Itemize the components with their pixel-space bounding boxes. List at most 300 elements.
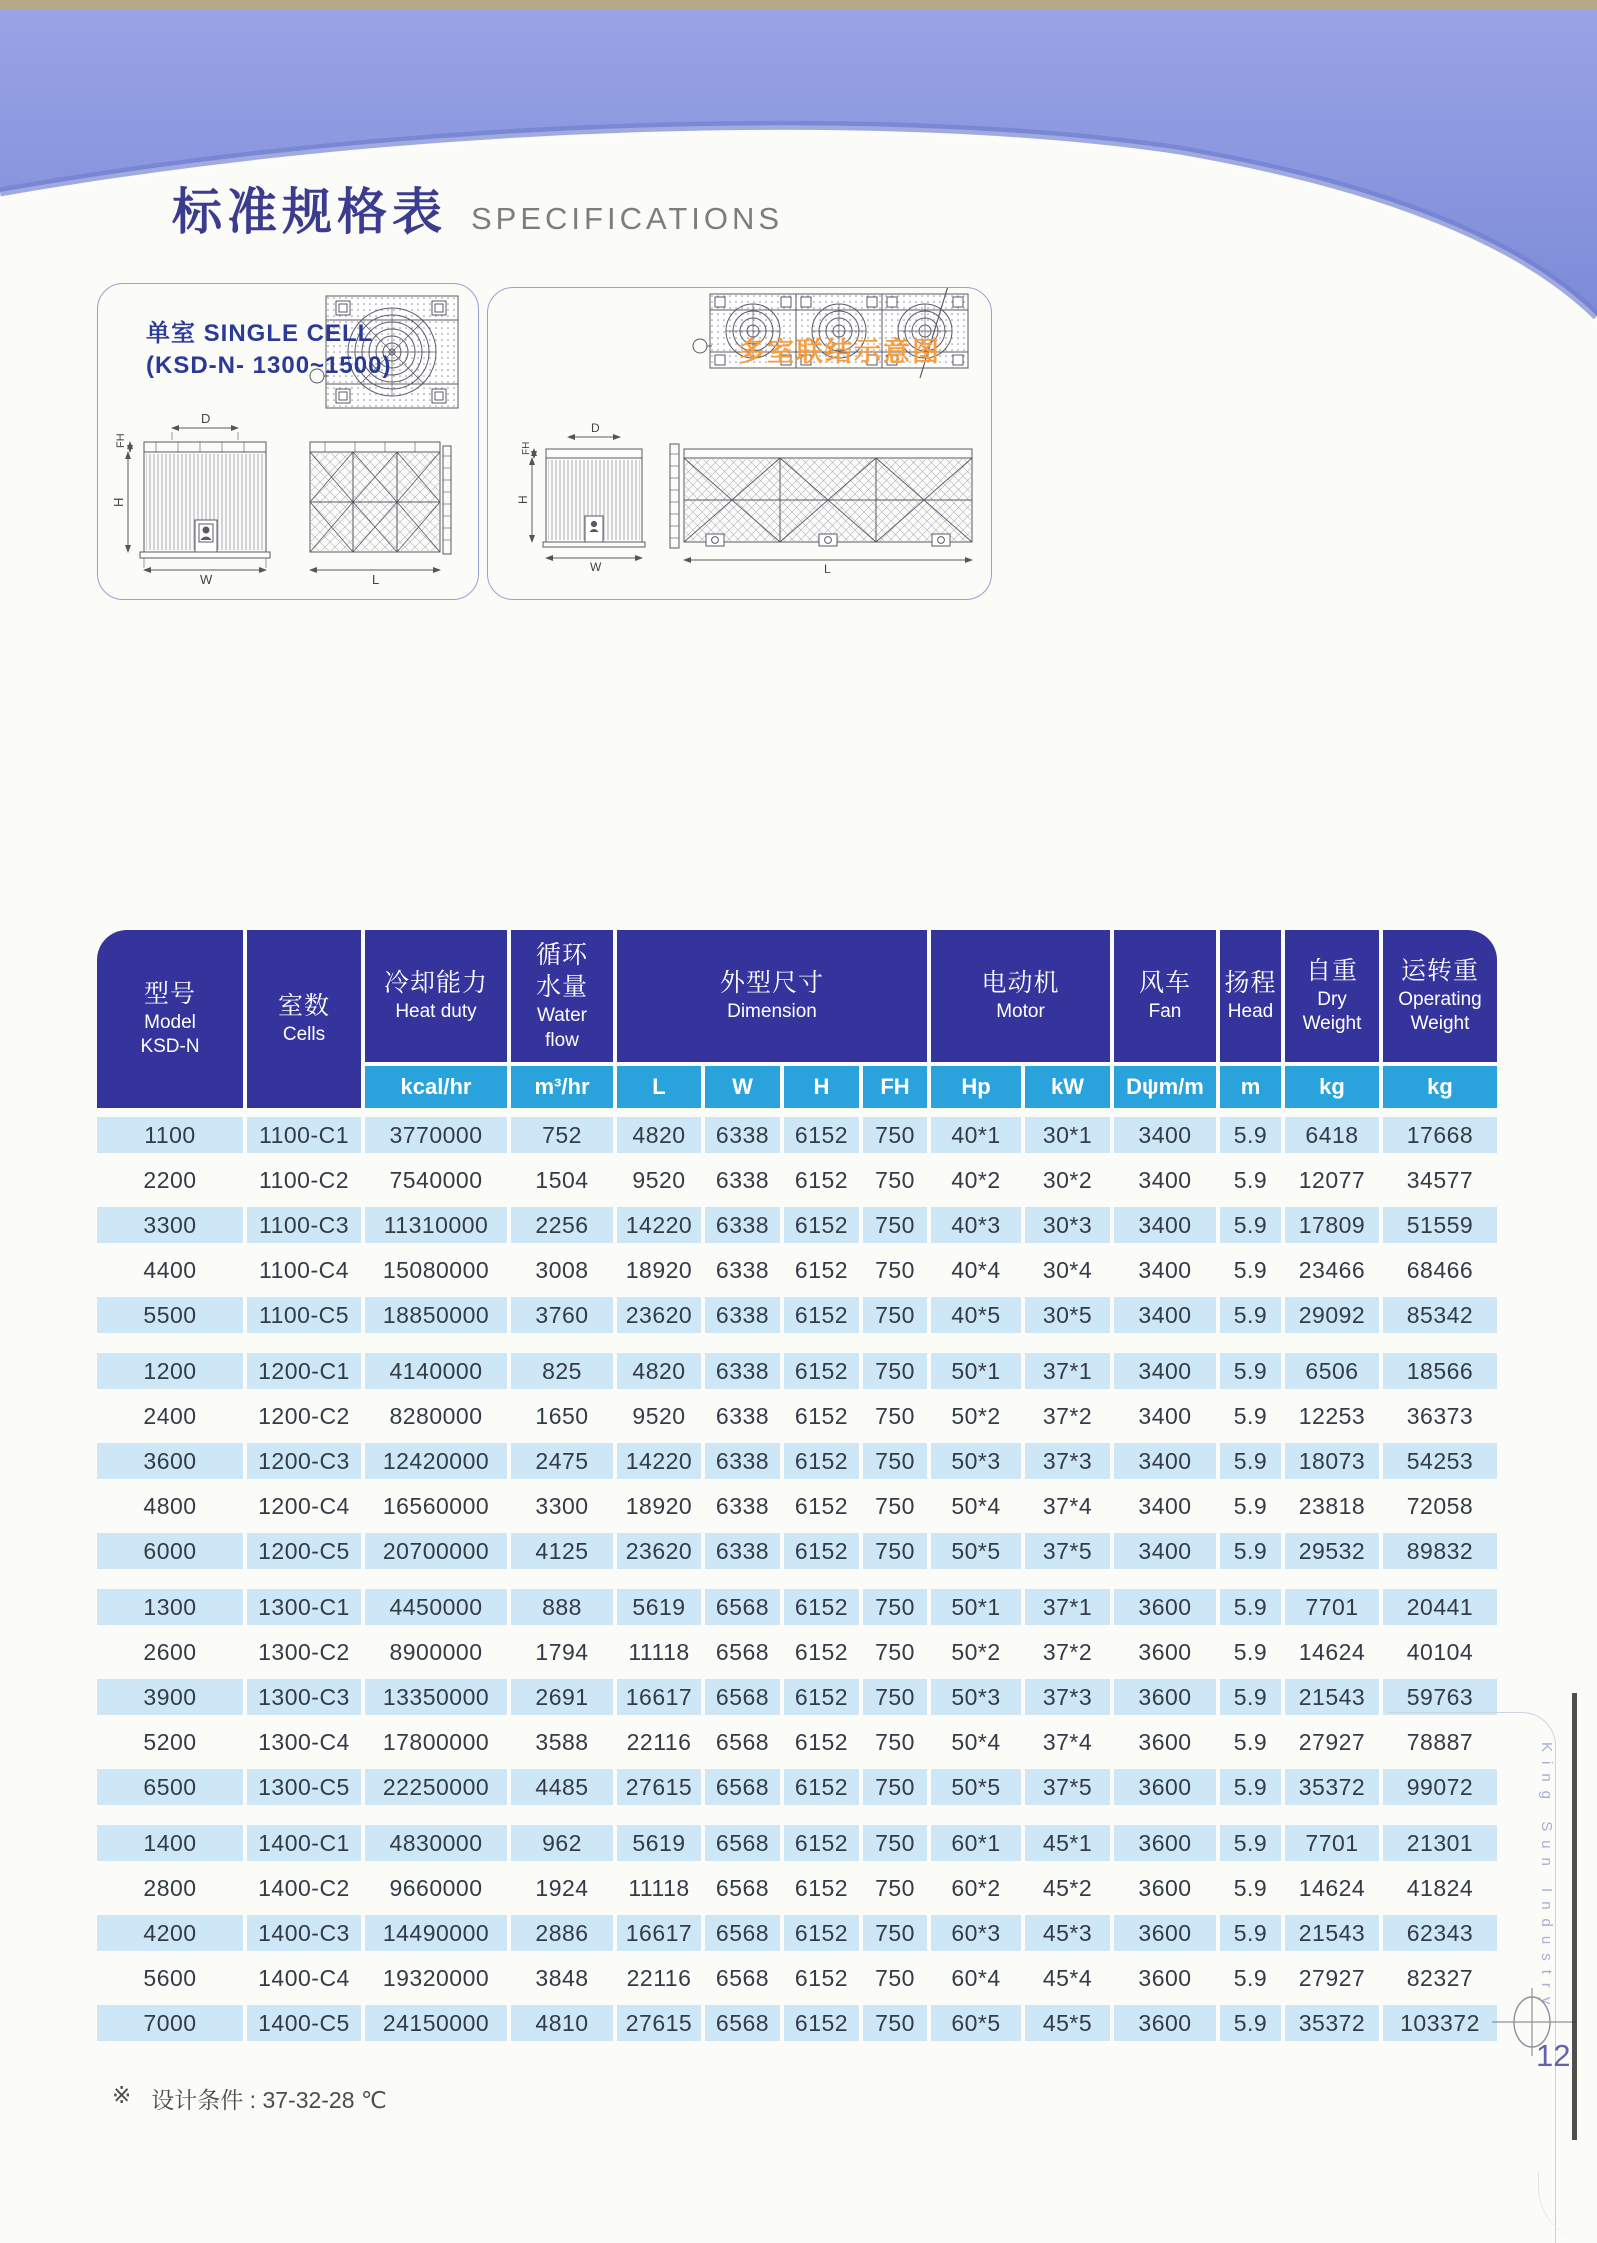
spec-cell: 14624 (1298, 1638, 1366, 1665)
spec-cell: 72058 (1406, 1492, 1474, 1519)
spec-cell: 41824 (1406, 1874, 1474, 1901)
multi-cell-diagram-box (487, 287, 992, 600)
spec-cell: 18920 (625, 1492, 693, 1519)
page-corner-rule (1388, 1712, 1556, 2243)
spec-cell: 27615 (617, 1769, 701, 1805)
unit-operating-weight: kg (1383, 1066, 1497, 1108)
spec-row-1300-C5 (97, 1769, 1497, 1805)
spec-cell: 5.9 (1220, 1353, 1281, 1389)
spec-cell: 16617 (617, 1915, 701, 1951)
spec-cell: 6568 (715, 1638, 770, 1665)
spec-cell: 21543 (1285, 1679, 1379, 1715)
spec-cell: 5.9 (1233, 1728, 1268, 1755)
spec-cell: 3900 (97, 1679, 243, 1715)
spec-cell: 30*4 (1042, 1256, 1093, 1283)
spec-cell: 750 (863, 1589, 927, 1625)
spec-cell: 4800 (143, 1492, 197, 1519)
spec-cell: 6338 (715, 1256, 770, 1283)
spec-row-1200-C1 (97, 1353, 1497, 1389)
footnote-text: 设计条件 : 37-32-28 ℃ (151, 2087, 387, 2113)
spec-cell: 3400 (1138, 1402, 1192, 1429)
spec-cell: 5.9 (1220, 1679, 1281, 1715)
spec-cell: 40*2 (951, 1166, 1001, 1193)
spec-cell: 3300 (535, 1492, 589, 1519)
spec-cell: 11118 (628, 1874, 690, 1901)
spec-cell: 99072 (1383, 1769, 1497, 1805)
spec-cell: 750 (863, 1443, 927, 1479)
spec-cell: 1200-C2 (258, 1402, 350, 1429)
spec-cell: 1924 (535, 1874, 589, 1901)
page-title-zh: 标准规格表 (172, 184, 447, 240)
spec-cell: 40*5 (931, 1297, 1021, 1333)
spec-cell: 750 (863, 1825, 927, 1861)
col-header-model-en: Model (144, 1011, 196, 1033)
spec-cell: 85342 (1383, 1297, 1497, 1333)
spec-cell: 6152 (784, 1297, 859, 1333)
spec-cell: 750 (875, 1874, 915, 1901)
spec-cell: 3400 (1138, 1492, 1192, 1519)
spec-cell: 34577 (1406, 1166, 1474, 1193)
spec-cell: 5619 (617, 1589, 701, 1625)
spec-cell: 3400 (1114, 1353, 1216, 1389)
spec-cell: 4140000 (365, 1353, 507, 1389)
spec-cell: 5.9 (1233, 1492, 1268, 1519)
spec-cell: 5.9 (1233, 1402, 1268, 1429)
spec-row-1100-C5 (97, 1297, 1497, 1333)
spec-cell: 54253 (1383, 1443, 1497, 1479)
spec-cell: 6152 (794, 1638, 849, 1665)
brand-side-text: King Sun Industry (1538, 1742, 1555, 2014)
spec-cell: 50*2 (951, 1638, 1001, 1665)
scan-edge-shadow (1572, 1693, 1577, 2140)
spec-cell: 6152 (784, 1207, 859, 1243)
spec-cell: 40104 (1406, 1638, 1474, 1665)
spec-cell: 1300-C3 (247, 1679, 361, 1715)
spec-cell: 750 (863, 2005, 927, 2041)
spec-cell: 7540000 (389, 1166, 483, 1193)
spec-row-1100-C4 (97, 1252, 1497, 1288)
col-header-dry-weight (1285, 930, 1379, 1062)
spec-cell: 29532 (1285, 1533, 1379, 1569)
unit-head: m (1220, 1066, 1281, 1108)
spec-cell: 15080000 (382, 1256, 490, 1283)
col-header-cells (247, 930, 361, 1108)
spec-cell: 4810 (511, 2005, 613, 2041)
spec-cell: 21543 (1285, 1915, 1379, 1951)
spec-cell: 1100-C3 (247, 1207, 361, 1243)
spec-cell: 68466 (1406, 1256, 1474, 1283)
single-cell-front-view (111, 411, 270, 587)
spec-cell: 7701 (1285, 1589, 1379, 1625)
spec-row-1200-C5 (97, 1533, 1497, 1569)
spec-cell: 6152 (784, 1533, 859, 1569)
spec-cell: 9660000 (389, 1874, 483, 1901)
spec-cell: 6152 (794, 1964, 849, 1991)
spec-cell: 18920 (625, 1256, 693, 1283)
spec-cell: 6338 (705, 1117, 780, 1153)
spec-cell: 6152 (794, 1402, 849, 1429)
spec-cell: 3400 (1114, 1443, 1216, 1479)
spec-cell: 30*5 (1025, 1297, 1110, 1333)
spec-cell: 50*3 (931, 1443, 1021, 1479)
col-header-dimension (617, 930, 927, 1062)
multi-cell-side-view (670, 444, 972, 576)
spec-cell: 5500 (97, 1297, 243, 1333)
spec-cell: 5.9 (1233, 1166, 1268, 1193)
col-header-heat-duty-en: Heat duty (395, 1000, 477, 1022)
spec-cell: 14220 (617, 1443, 701, 1479)
spec-row-1300-C1 (97, 1589, 1497, 1625)
banner-wave (0, 0, 1597, 330)
dim-label-fh: FH (115, 433, 127, 448)
spec-cell: 3400 (1138, 1256, 1192, 1283)
spec-cell: 750 (875, 1728, 915, 1755)
spec-cell: 3600 (1114, 1589, 1216, 1625)
spec-cell: 50*2 (951, 1402, 1001, 1429)
spec-cell: 1400-C2 (258, 1874, 350, 1901)
unit-dim-h: H (784, 1066, 859, 1108)
spec-cell: 750 (863, 1915, 927, 1951)
unit-dim-l: L (617, 1066, 701, 1108)
spec-cell: 4830000 (365, 1825, 507, 1861)
spec-cell: 3400 (1138, 1166, 1192, 1193)
col-header-motor-zh: 电动机 (981, 969, 1060, 998)
spec-cell: 37*4 (1042, 1492, 1093, 1519)
spec-cell: 37*3 (1025, 1443, 1110, 1479)
spec-cell: 12420000 (365, 1443, 507, 1479)
spec-cell: 6568 (715, 1728, 770, 1755)
spec-cell: 18566 (1383, 1353, 1497, 1389)
spec-cell: 1200 (97, 1353, 243, 1389)
col-header-operating-weight-zh: 运转重 (1400, 957, 1479, 986)
spec-row-1400-C4 (97, 1960, 1497, 1996)
spec-cell: 5.9 (1233, 1638, 1268, 1665)
spec-cell: 22116 (626, 1728, 692, 1755)
spec-cell: 20700000 (365, 1533, 507, 1569)
spec-cell: 750 (863, 1769, 927, 1805)
col-header-cells-zh: 室数 (277, 992, 330, 1021)
spec-cell: 3600 (1114, 1825, 1216, 1861)
spec-cell: 2600 (143, 1638, 197, 1665)
spec-cell: 3848 (535, 1964, 589, 1991)
page-number: 12 (1536, 2038, 1571, 2073)
spec-cell: 45*1 (1025, 1825, 1110, 1861)
spec-cell: 12253 (1298, 1402, 1366, 1429)
spec-cell: 6568 (705, 1589, 780, 1625)
spec-cell: 37*4 (1042, 1728, 1093, 1755)
col-header-cells-en: Cells (282, 1023, 326, 1045)
spec-table-group (97, 1353, 1497, 1569)
spec-cell: 60*5 (931, 2005, 1021, 2041)
spec-cell: 1650 (535, 1402, 589, 1429)
spec-cell: 40*1 (931, 1117, 1021, 1153)
spec-cell: 18850000 (365, 1297, 507, 1333)
spec-cell: 50*4 (951, 1728, 1001, 1755)
spec-cell: 4400 (143, 1256, 197, 1283)
spec-cell: 7000 (97, 2005, 243, 2041)
unit-water-flow: m³/hr (511, 1066, 613, 1108)
spec-cell: 14490000 (365, 1915, 507, 1951)
spec-cell: 6152 (784, 1443, 859, 1479)
spec-cell: 825 (511, 1353, 613, 1389)
spec-cell: 17809 (1285, 1207, 1379, 1243)
spec-cell: 1300-C2 (258, 1638, 350, 1665)
col-header-dry-weight-zh: 自重 (1305, 957, 1358, 986)
spec-cell: 1504 (535, 1166, 589, 1193)
spec-cell: 6152 (794, 1166, 849, 1193)
spec-row-1300-C2 (97, 1634, 1497, 1670)
spec-cell: 2256 (511, 1207, 613, 1243)
unit-fan: Dψm/m (1114, 1066, 1216, 1108)
spec-cell: 6568 (705, 1825, 780, 1861)
spec-row-1400-C3 (97, 1915, 1497, 1951)
spec-cell: 23818 (1298, 1492, 1366, 1519)
spec-cell: 16560000 (382, 1492, 490, 1519)
col-header-heat-duty-zh: 冷却能力 (383, 969, 488, 998)
spec-cell: 6338 (705, 1443, 780, 1479)
spec-cell: 18073 (1285, 1443, 1379, 1479)
spec-row-1400-C1 (97, 1825, 1497, 1861)
spec-cell: 22250000 (365, 1769, 507, 1805)
spec-cell: 17800000 (382, 1728, 490, 1755)
col-header-model-sub: KSD-N (140, 1036, 200, 1058)
spec-cell: 14624 (1298, 1874, 1366, 1901)
spec-cell: 12077 (1298, 1166, 1366, 1193)
spec-cell: 6152 (784, 1769, 859, 1805)
spec-cell: 6338 (705, 1353, 780, 1389)
spec-table-group (97, 1117, 1497, 1333)
spec-cell: 37*5 (1025, 1769, 1110, 1805)
spec-cell: 5.9 (1233, 1874, 1268, 1901)
spec-cell: 5.9 (1220, 2005, 1281, 2041)
spec-cell: 752 (511, 1117, 613, 1153)
spec-cell: 89832 (1383, 1533, 1497, 1569)
spec-cell: 45*5 (1025, 2005, 1110, 2041)
spec-cell: 27927 (1298, 1964, 1366, 1991)
spec-cell: 5.9 (1233, 1256, 1268, 1283)
spec-cell: 30*2 (1042, 1166, 1093, 1193)
dim-label-fh: FH (521, 441, 532, 455)
spec-table-group (97, 1589, 1497, 1805)
spec-cell: 3588 (535, 1728, 589, 1755)
spec-cell: 5.9 (1220, 1915, 1281, 1951)
single-cell-diagram-box (97, 283, 479, 600)
col-header-model-zh: 型号 (143, 980, 196, 1009)
spec-cell: 1100 (97, 1117, 243, 1153)
col-header-fan-zh: 风车 (1138, 969, 1191, 998)
spec-cell: 17668 (1383, 1117, 1497, 1153)
spec-cell: 45*3 (1025, 1915, 1110, 1951)
single-cell-label-zh: 单室 SINGLE CELL (146, 320, 374, 347)
spec-cell: 11310000 (365, 1207, 507, 1243)
spec-cell: 1200-C4 (258, 1492, 350, 1519)
dim-label-w: W (590, 560, 602, 574)
spec-cell: 4125 (511, 1533, 613, 1569)
spec-cell: 1400-C1 (247, 1825, 361, 1861)
spec-table-group (97, 1825, 1497, 2041)
spec-cell: 14220 (617, 1207, 701, 1243)
spec-cell: 45*2 (1042, 1874, 1093, 1901)
spec-cell: 6152 (784, 1825, 859, 1861)
spec-cell: 750 (863, 1679, 927, 1715)
col-header-heat-duty (365, 930, 507, 1062)
col-header-water-flow-en: Water flow (537, 1004, 587, 1051)
spec-cell: 62343 (1383, 1915, 1497, 1951)
spec-cell: 1400-C4 (258, 1964, 350, 1991)
spec-cell: 5.9 (1220, 1825, 1281, 1861)
spec-cell: 6338 (705, 1533, 780, 1569)
spec-cell: 60*1 (931, 1825, 1021, 1861)
spec-cell: 5.9 (1220, 1533, 1281, 1569)
spec-cell: 6338 (715, 1402, 770, 1429)
multi-cell-front-view (516, 421, 645, 574)
col-header-operating-weight (1383, 930, 1497, 1062)
motor-symbol (693, 339, 707, 353)
spec-cell: 45*4 (1042, 1964, 1093, 1991)
spec-row-1100-C3 (97, 1207, 1497, 1243)
spec-cell: 5.9 (1220, 1589, 1281, 1625)
spec-cell: 3600 (1114, 1769, 1216, 1805)
spec-cell: 37*1 (1025, 1589, 1110, 1625)
spec-cell: 3600 (1114, 2005, 1216, 2041)
spec-cell: 6152 (784, 1679, 859, 1715)
spec-cell: 50*4 (951, 1492, 1001, 1519)
col-header-operating-weight-en: Operating Weight (1398, 988, 1482, 1035)
spec-cell: 962 (511, 1825, 613, 1861)
spec-cell: 37*2 (1042, 1638, 1093, 1665)
spec-cell: 37*2 (1042, 1402, 1093, 1429)
spec-cell: 3300 (97, 1207, 243, 1243)
spec-cell: 750 (875, 1964, 915, 1991)
spec-cell: 6152 (794, 1492, 849, 1519)
unit-heat-duty: kcal/hr (365, 1066, 507, 1108)
spec-cell: 11118 (628, 1638, 690, 1665)
dim-label-h: H (111, 497, 126, 507)
spec-cell: 750 (863, 1533, 927, 1569)
spec-cell: 3770000 (365, 1117, 507, 1153)
col-header-motor (931, 930, 1110, 1062)
spec-cell: 23620 (617, 1297, 701, 1333)
spec-row-1200-C3 (97, 1443, 1497, 1479)
spec-cell: 35372 (1285, 1769, 1379, 1805)
spec-cell: 7701 (1285, 1825, 1379, 1861)
col-header-dimension-zh: 外型尺寸 (719, 969, 824, 998)
spec-cell: 51559 (1383, 1207, 1497, 1243)
spec-cell: 6506 (1285, 1353, 1379, 1389)
spec-cell: 6152 (794, 1728, 849, 1755)
spec-cell: 82327 (1406, 1964, 1474, 1991)
spec-cell: 6152 (784, 1353, 859, 1389)
spec-cell: 3600 (1138, 1728, 1192, 1755)
banner-blue-band (0, 10, 1597, 316)
spec-cell: 1400-C5 (247, 2005, 361, 2041)
spec-cell: 40*4 (951, 1256, 1001, 1283)
spec-cell: 1300 (97, 1589, 243, 1625)
spec-cell: 50*1 (931, 1353, 1021, 1389)
spec-cell: 30*3 (1025, 1207, 1110, 1243)
spec-cell: 6152 (784, 1915, 859, 1951)
spec-cell: 1794 (535, 1638, 589, 1665)
spec-cell: 750 (875, 1166, 915, 1193)
spec-cell: 5.9 (1220, 1207, 1281, 1243)
col-header-head-zh: 扬程 (1224, 969, 1277, 998)
spec-cell: 6152 (784, 1589, 859, 1625)
dim-label-l: L (372, 572, 380, 587)
spec-cell: 50*5 (931, 1533, 1021, 1569)
spec-cell: 1100-C2 (258, 1166, 350, 1193)
col-header-fan (1114, 930, 1216, 1062)
spec-cell: 3400 (1114, 1117, 1216, 1153)
spec-cell: 6568 (705, 1679, 780, 1715)
spec-cell: 1100-C1 (247, 1117, 361, 1153)
spec-cell: 750 (863, 1117, 927, 1153)
spec-cell: 6338 (715, 1492, 770, 1519)
spec-cell: 750 (875, 1256, 915, 1283)
spec-cell: 5.9 (1233, 1964, 1268, 1991)
spec-cell: 16617 (617, 1679, 701, 1715)
spec-cell: 3600 (1114, 1915, 1216, 1951)
spec-cell: 23466 (1298, 1256, 1366, 1283)
spec-cell: 5619 (617, 1825, 701, 1861)
spec-row-1200-C4 (97, 1488, 1497, 1524)
spec-cell: 2475 (511, 1443, 613, 1479)
col-header-motor-en: Motor (996, 1000, 1045, 1022)
spec-cell: 6338 (705, 1207, 780, 1243)
spec-cell: 13350000 (365, 1679, 507, 1715)
single-cell-label (146, 318, 391, 383)
spec-cell: 37*1 (1025, 1353, 1110, 1389)
spec-cell: 4450000 (365, 1589, 507, 1625)
spec-cell: 750 (875, 1402, 915, 1429)
spec-cell: 60*2 (951, 1874, 1001, 1901)
spec-row-1300-C4 (97, 1724, 1497, 1760)
spec-cell: 37*5 (1025, 1533, 1110, 1569)
col-header-dry-weight-en: Dry Weight (1302, 988, 1362, 1035)
page-title-en: SPECIFICATIONS (471, 201, 784, 236)
spec-cell: 1300-C4 (258, 1728, 350, 1755)
spec-cell: 750 (863, 1353, 927, 1389)
spec-cell: 5200 (143, 1728, 197, 1755)
spec-row-1400-C2 (97, 1870, 1497, 1906)
spec-cell: 750 (875, 1492, 915, 1519)
spec-cell: 60*3 (931, 1915, 1021, 1951)
spec-cell: 750 (863, 1297, 927, 1333)
multi-cell-label: 多室联结示意图 (738, 337, 941, 367)
spec-cell: 40*3 (931, 1207, 1021, 1243)
spec-table-body (97, 1117, 1497, 2041)
spec-cell: 888 (511, 1589, 613, 1625)
col-header-fan-en: Fan (1148, 1000, 1182, 1022)
spec-cell: 2886 (511, 1915, 613, 1951)
col-header-water-flow (511, 930, 613, 1062)
spec-cell: 1200-C5 (247, 1533, 361, 1569)
spec-cell: 1100-C5 (247, 1297, 361, 1333)
spec-row-1100-C1 (97, 1117, 1497, 1153)
spec-row-1200-C2 (97, 1398, 1497, 1434)
spec-cell: 6152 (784, 1117, 859, 1153)
spec-cell: 2200 (143, 1166, 197, 1193)
spec-cell: 4200 (97, 1915, 243, 1951)
spec-cell: 4820 (617, 1117, 701, 1153)
dim-label-l: L (824, 562, 831, 576)
spec-cell: 6000 (97, 1533, 243, 1569)
spec-cell: 2800 (143, 1874, 197, 1901)
scan-top-edge (0, 0, 1597, 10)
spec-cell: 5.9 (1220, 1769, 1281, 1805)
spec-cell: 30*1 (1025, 1117, 1110, 1153)
design-condition-note (112, 2082, 387, 2115)
spec-cell: 5.9 (1220, 1297, 1281, 1333)
